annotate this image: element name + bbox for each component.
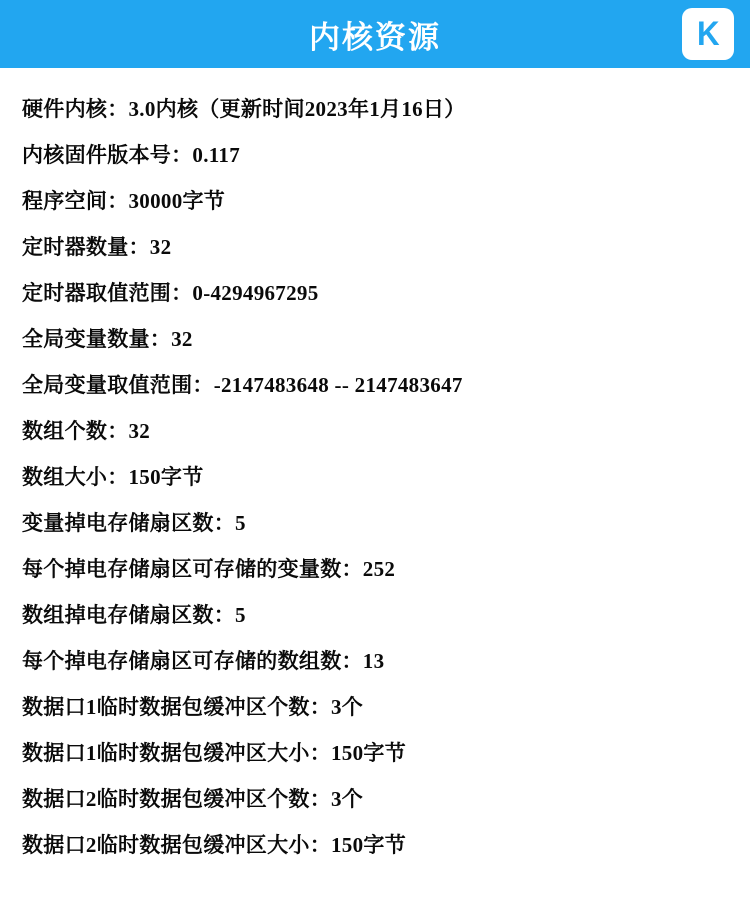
list-item: 程序空间：30000字节: [22, 189, 226, 213]
list-item: 内核固件版本号：0.117: [22, 143, 240, 167]
list-item: 每个掉电存储扇区可存储的变量数：252: [22, 557, 396, 581]
list-item: 变量掉电存储扇区数：5: [22, 511, 246, 535]
list-item: 每个掉电存储扇区可存储的数组数：13: [22, 649, 385, 673]
list-item: 数组大小：150字节: [22, 465, 204, 489]
list-item: 定时器取值范围：0-4294967295: [22, 281, 319, 305]
brand-logo-letter: K: [696, 15, 720, 53]
list-item: 硬件内核：3.0内核（更新时间2023年1月16日）: [22, 97, 466, 121]
list-item: 数组掉电存储扇区数：5: [22, 603, 246, 627]
list-item: 全局变量数量：32: [22, 327, 193, 351]
kernel-info-list: [0, 68, 750, 868]
list-item: 全局变量取值范围：-2147483648 -- 2147483647: [22, 373, 463, 397]
page-title: 内核资源: [309, 19, 441, 55]
list-item: 数据口2临时数据包缓冲区个数：3个: [22, 787, 364, 811]
list-item: 数据口1临时数据包缓冲区大小：150字节: [22, 741, 406, 765]
page-header: [0, 0, 750, 68]
list-item: 数据口1临时数据包缓冲区个数：3个: [22, 695, 364, 719]
list-item: 定时器数量：32: [22, 235, 172, 259]
brand-logo: [682, 8, 734, 60]
list-item: 数据口2临时数据包缓冲区大小：150字节: [22, 833, 406, 857]
list-item: 数组个数：32: [22, 419, 151, 443]
